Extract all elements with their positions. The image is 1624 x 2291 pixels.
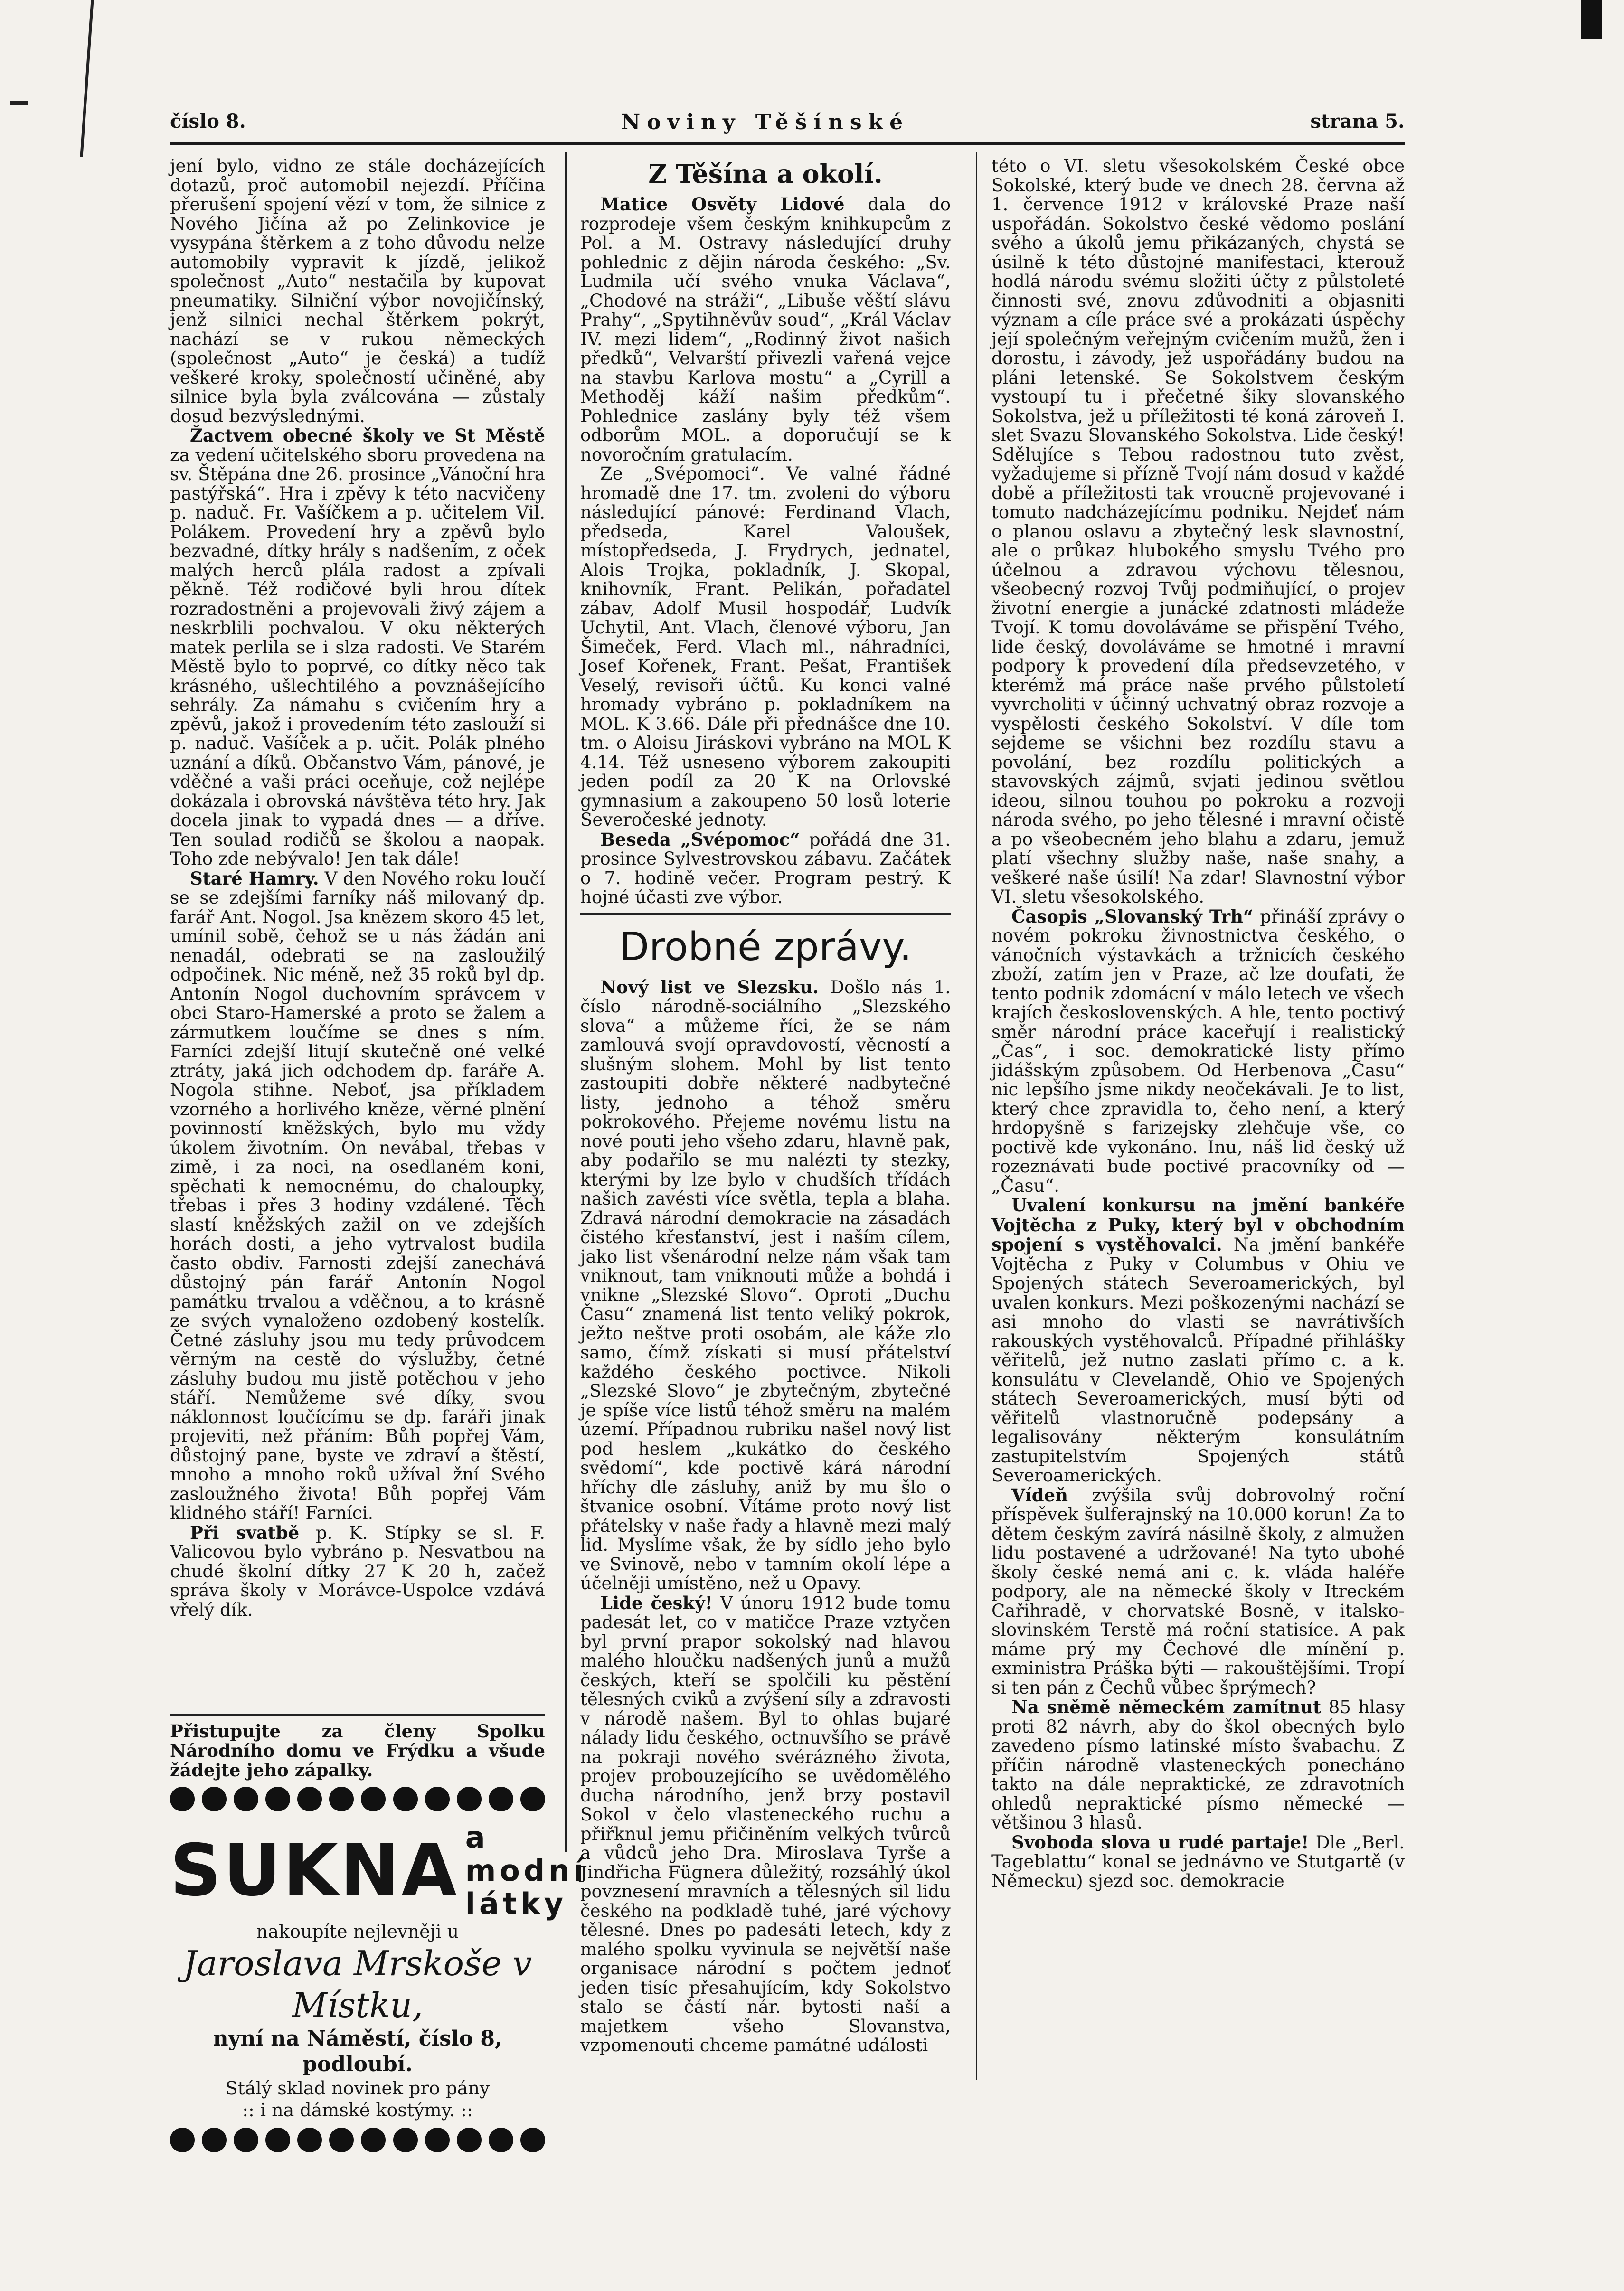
article-lead: Uvalení konkursu na jmění bankéře Vojtěcha z Puky, který byl v obchodním spojení s vystěhovalci. (991, 1195, 1405, 1255)
column-3 (991, 157, 1405, 1891)
article-text: za vedení učitelského sboru provedena na sv. Štěpána dne 26. prosince „Vánoční hra pastýřská“. Hra i zpěvy k této nacvičeny p. naduč. Fr. Vašíčkem a p. učitelem Vil. Polákem. Provedení hry a zpěvů bylo bezvadné, dítky hrály s nadšením, z oček malých herců plála radost a zpívali pěkně. Též rodičové byli hrou dítek rozradostněni a projevovali živý zájem a neskrblili pochvalou. V oku některých matek perlila se i slza radosti. Ve Starém Městě bylo to poprvé, co dítky něco tak krásného, ušlechtilého a povznášejícího sehrály. Za námahu s cvičením hry a zpěvů, jakož i provedením této zaslouží si p. naduč. Vašíček a p. učit. Polák plného uznání a díků. Občanstvo Vám, pánové, je vděčné a vaši práci oceňuje, což nejlépe dokázala i obrovská návštěva této hry. Jak docela jinak to vypadá dnes — a dříve. Ten soulad rodičů se školou a naopak. Toho zde nebývalo! Jen tak dále! (170, 444, 545, 869)
article-lead: Beseda „Svépomoc“ (600, 829, 800, 850)
article-paragraph (580, 830, 951, 907)
article-text: Na jmění bankéře Vojtěcha z Puky v Columbus v Ohiu ve Spojených státech Severoamerických, byl uvalen konkurs. Mezi poškozenými nachází se asi mnoho do vlasti se navrátivších rakouských vystěhovalců. Případné přihlášky věřitelů, jež nutno zaslati přímo c. a k. konsulátu v Clevelandě, Ohio ve Spojených státech Severoamerických, musí býti od věřitelů vlastnoručně podepsány a legalisovány některým konsulátním zastupitelstvím Spojených států Severoamerických. (991, 1235, 1405, 1486)
corner-mark (1581, 0, 1602, 39)
column-1 (170, 157, 545, 1620)
article-paragraph (580, 195, 951, 464)
page-number: strana 5. (1310, 110, 1405, 132)
article-text: p. K. Stípky se sl. F. Valicovou bylo vybráno p. Nesvatbou na chudé školní dítky 27 K 20 h, začež správa školy v Morávce-Uspolce vzdává vřelý dík. (170, 1522, 545, 1620)
ad-address: nyní na Náměstí, číslo 8, podloubí. (213, 2027, 502, 2076)
article-lead: Matice Osvěty Lidové (600, 194, 845, 215)
article-paragraph (580, 978, 951, 1593)
article-text: V den Nového roku loučí se se zdejšími farníky náš milovaný dp. farář Ant. Nogol. Jsa knězem skoro 45 let, umínil sobě, čehož se u nás žádán ani nenadál, odebrati se na zasloužilý odpočinek. Nic méně, než 35 roků byl dp. Antonín Nogol duchovním správcem v obci Staro-Hamerské a proto se žalem a zármutkem loučíme se dnes s ním. Farníci zdejší litují skutečně oné velké ztráty, jaká jich odchodem dp. faráře A. Nogola stihne. Neboť, jsa příkladem vzorného a horlivého kněze, věrné plnění povinností kněžských, bylo mu vždy úkolem životním. On nevábal, třebas v zimě, i za noci, na osedlaném koni, spěchati k nemocnému, do chaloupky, třebas i přes 3 hodiny vzdálené. Těch slastí kněžských zažil on ve zdejších horách dosti, a jeho vytrvalost budila často obdiv. Farnosti zdejší zanechává důstojný pán farář Antonín Nogol památku trvalou a vděčnou, a to krásně ze svých vynaloženo ozdobený kostelík. Četné zásluhy jsou mu tedy průvodcem věrným na cestě do výslužby, četné zásluhy budou mu jistě potěchou v jeho stáří. Nemůžeme své díky, svou náklonnost loučícímu se dp. faráři jinak projeviti, než přáním: Bůh popřej Vám, důstojný pane, byste ve zdraví a štěstí, mnoho a mnoho roků užíval žní Svého zasloužného života! Bůh popřej Vám klidného stáří! Farníci. (170, 868, 545, 1523)
ad-modni-block (459, 1821, 587, 1921)
article-lead: Lide český! (600, 1592, 713, 1613)
article-text: zvýšila svůj dobrovolný roční příspěvek šulferajnský na 10.000 korun! Za to dětem českým zavírá násilně školy, z almužen lidu postavené a udržované! Na tyto ubohé školy české nemá ani c. k. vláda haléře podpory, ale na německé školy v Itreckém Cařihradě, v chorvatské Bosně, v italsko-slovinském Terstě má roční statisíce. A pak máme prý my Čechové dle mínění p. exministra Práška býti — rakouštějšími. Tropí si ten pán z Čechů vůbec šprýmech? (991, 1485, 1405, 1698)
article-paragraph (991, 1486, 1405, 1698)
ad-intro: Přistupujte za členy Spolku Národního domu ve Frýdku a všude žádejte jeho zápalky. (170, 1721, 545, 1781)
article-lead: Nový list ve Slezsku. (600, 976, 819, 998)
ornament-border-top (170, 1787, 545, 1814)
article-text: V únoru 1912 bude tomu padesát let, co v matičce Praze vztyčen byl první prapor sokolský nad hlavou malého hloučku nadšených junů a mužů českých, kteří se spolčili ku pěstění tělesných cviků a zvýšení síly a zdravosti v národě našem. Byl to ohlas bujaré nálady lidu českého, octnuvšího se právě na pokraji nového svérázného života, projev probouzejícího se uvědomělého ducha národního, jenž brzy postavil Sokol v čelo vlasteneckého ruchu a přiřknul jemu přičiněním velkých tvůrců a vůdců jeho Dra. Miroslava Tyrše a Jindřicha Fügnera důležitý, rozsáhlý úkol povznesení mravních a tělesných sil lidu českého na podkladě tuhé, jaré výchovy tělesné. Dnes po padesáti letech, kdy z malého spolku vyvinula se největší naše organisace národní s počtem jednoť jeden tisíc přesahujícím, kdy Sokolstvo stalo se částí nár. bytosti naší a majetkem všeho Slovanstva, vzpomenouti chceme památné události (580, 1593, 951, 2055)
article-paragraph (170, 426, 545, 869)
section-title: Z Těšína a okolí. (648, 159, 883, 189)
article-paragraph (991, 907, 1405, 1196)
issue-number: číslo 8. (170, 110, 246, 132)
article-paragraph (991, 1196, 1405, 1486)
article-text: Dle „Berl. Tageblattu“ konal se jednávno ve Stutgartě (v Německu) sjezd soc. demokracie (991, 1832, 1405, 1891)
article-lead: Svoboda slova u rudé partaje! (1011, 1831, 1309, 1853)
article-text: pořádá dne 31. prosince Sylvestrovskou zábavu. Začátek o 7. hodině večer. Program pestrý. K hojné účasti zve výbor. (580, 829, 951, 907)
ad-latky: látky (465, 1886, 567, 1921)
article-lead: Staré Hamry. (190, 867, 319, 889)
header-rule (170, 142, 1405, 145)
article-paragraph (991, 1833, 1405, 1891)
article-paragraph (991, 1697, 1405, 1833)
article-paragraph (170, 869, 545, 1523)
article-text: dala do rozprodeje všem českým knihkupcům z Pol. a M. Ostravy následující druhy pohlednic z dějin národa českého: „Sv. Ludmila učí svého vnuka Václava“, „Chodové na stráži“, „Libuše věští slávu Prahy“, „Spytihněvův soud“, „Král Václav IV. mezi lidem“, „Rodinný život našich předků“, Velvarští přivezli vařená vejce na stavbu Karlova mostu“ a „Cyrill a Methoděj káží našim předkům“. Pohlednice zaslány byly též všem odborům MOL. a doporučují se k novoročním gratulacím. (580, 194, 951, 465)
article-paragraph: jení bylo, vidno ze stále docházejících dotazů, proč automobil nejezdí. Příčina přerušení spojení vězí v tom, že silnice z Nového Jičína až po Zelinkovice je vysypána štěrkem a z toho důvodu nelze automobily vypravit k jízdě, jelikož společnost „Auto“ nestačila by kupovat pneumatiky. Silniční výbor novojičínský, jenž silnici nechal štěrkem pokrýt, nachází se v rukou německých (společnost „Auto“ je česká) a tudíž veškeré kroky, společností učiněné, aby silnice byla byla zválcována — zůstaly dosud bezvýslednými. (170, 156, 545, 426)
article-lead: Časopis „Slovanský Trh“ (1011, 905, 1254, 927)
section-title: Drobné zprávy. (619, 924, 912, 970)
ad-sukna: SUKNA (170, 1829, 459, 1912)
ad-modni: a modní (465, 1820, 587, 1888)
article-text: 85 hlasy proti 82 návrh, aby do škol obecných bylo zavedeno písmo latinské místo švabachu. Z příčin národně vlasteneckých ponecháno takto na dále nepraktické, ze zdravotních ohledů nepraktické písmo německé — většinou 3 hlasů. (991, 1697, 1405, 1833)
ornament-border-bottom (170, 2128, 545, 2155)
article-text: přináší zprávy o novém pokroku živnostnictva českého, o vánočních výstavkách a tržnicích českého zboží, zatím jen v Praze, ač lze doufati, že tento podnik zdomácní v málo letech ve všech krajích československých. A hle, tento poctivý směr národní práce kaceřují i realistický „Čas“, i soc. demokratické listy přímo jidášským způsobem. Od Herbenova „Času“ nic lepšího jsme nikdy neočekávali. Je to list, který chce zpravidla to, čeho není, a který hrdopyšně s farizejsky zlehčuje vše, co poctivě kde vykonáno. Inu, náš lid český už rozeznávati bude poctivé pracovníky od — „Času“. (991, 906, 1405, 1196)
ad-line: :: i na dámské kostýmy. :: (242, 2100, 473, 2121)
masthead: Noviny Těšínské (621, 110, 910, 134)
section-divider (580, 913, 951, 915)
margin-mark (80, 0, 94, 157)
page-header (170, 110, 1405, 139)
column-rule-1 (565, 152, 567, 1852)
side-mark (10, 101, 28, 105)
article-lead: Žactvem obecné školy ve St Městě (190, 425, 545, 446)
advertisement (170, 1708, 587, 2121)
article-paragraph (170, 1523, 545, 1620)
ad-merchant-name: Jaroslava Mrskoše v Místku, (183, 1943, 532, 2025)
ad-line: Stálý sklad novinek pro pány (225, 2078, 490, 2099)
ad-line: nakoupíte nejlevněji u (256, 1921, 459, 1942)
article-lead: Na sněmě německém zamítnut (1011, 1697, 1322, 1717)
ad-headline (170, 1820, 587, 1921)
article-paragraph (580, 1593, 951, 2055)
article-paragraph: této o VI. sletu všesokolském České obce Sokolské, který bude ve dnech 28. června až 1. července 1912 v královské Praze naší uspořádán. Sokolstvo české vědomo poslání svého a úkolů jemu přikázaných, chystá se úsilně k této důstojné manifestaci, kterouž hodlá národu svému složiti účty z půlstoleté činnosti své, znovu zdůvodniti a objasniti význam a cíle práce své a prokázati úspěchy její společným veřejným cvičením mužů, žen i dorostu, i závody, jež uspořádány budou na pláni letenské. Se Sokolstvem českým vystoupí tu i přečetné šiky slovanského Sokolstva, jež u příležitosti té koná zároveň I. slet Svazu Slovanského Sokolstva. Lide český! Sdělujíce s Tebou radostnou tuto zvěst, vyžadujeme si přízně Tvojí nám dosud v každé době a příležitosti tak vroucně projevované i tomuto nadcházejícímu podniku. Nejdeť nám o planou oslavu a zbytečný lesk slavnostní, ale o průkaz hlubokého smyslu Tvého pro účelnou a zdravou výchovu tělesnou, všeobecný rozvoj Tvůj podmiňující, o projev životní energie a junácké zdatnosti mládeže Tvojí. K tomu dovoláváme se přispění Tvého, lide český, dovoláváme se hmotné i mravní podpory k provedení díla předsevzetého, v kterémž má práce naše prvého půlstoletí vyvrcholiti v účinný uchvatný obraz rozvoje a vyspělosti českého Sokolství. V díle tom sejdeme se všichni bez rozdílu stavu a povolání, bez rozdílu politických a stavovských zájmů, svjati jedinou světlou ideou, silnou touhou po pokroku a rozvoji národa svého, po jeho tělesné i mravní očistě a po všeobecném jeho blahu a zdaru, jemuž platí všechny služby naše, naše snahy, a veškeré naše úsilí! Na zdar! Slavnostní výbor VI. sletu všesokolského. (991, 156, 1405, 907)
column-rule-2 (976, 152, 977, 2080)
column-2 (580, 157, 951, 2055)
article-lead: Vídeň (1011, 1484, 1068, 1506)
article-lead: Při svatbě (190, 1522, 300, 1543)
article-text: Došlo nás 1. číslo národně-sociálního „Slezského slova“ a můžeme říci, že se nám zamlouvá svojí opravdovostí, věcností a slušným slohem. Mohl by list tento zastoupiti dobře některé nadbytečné listy, jednoho a téhož směru pokrokového. Přejeme novému listu na nové pouti jeho všeho zdaru, hlavně pak, aby podařilo se mu nalézti ty stezky, kterými by lze bylo v chudších třídách našich zavésti více světla, tepla a blaha. Zdravá národní demokracie na zásadách čistého křesťanství, jest i naším cílem, jako list všenárodní nelze nám však tam vniknout, tam vniknouti může a bohdá i vnikne „Slezské Slovo“. Oproti „Duchu Času“ znamená list tento veliký pokrok, ježto neštve proti osobám, ale káže zlo samo, čímž získati si musí přátelství každého českého poctivce. Nikoli „Slezské Slovo“ je zbytečným, zbytečné je spíše více listů téhož směru na malém území. Případnou rubriku našel nový list pod heslem „kukátko do českého svědomí“, kde poctivě kárá národní hříchy dle zásluhy, aniž by mu šlo o štvanice osobní. Vítáme proto nový list přátelsky v naše řady a hlavně mezi malý lid. Myslíme však, že by sídlo jeho bylo ve Svinově, nebo v tamním okolí lépe a účelněji umístěno, než u Opavy. (580, 977, 951, 1593)
ad-divider (170, 1714, 545, 1716)
article-paragraph: Ze „Svépomoci“. Ve valné řádné hromadě dne 17. tm. zvoleni do výboru následující pánové: Ferdinand Vlach, předseda, Karel Valoušek, místopředseda, J. Frydrych, jednatel, Alois Trojka, pokladník, J. Skopal, knihovník, Frant. Pelikán, pořadatel zábav, Adolf Musil hospodář, Ludvík Uchytil, Ant. Vlach, členové výboru, Jan Šimeček, Ferd. Vlach ml., náhradníci, Josef Kořenek, Frant. Pešat, František Veselý, revisoři účtů. Ku konci valné hromady vybráno p. pokladníkem na MOL. K 3.66. Dále při přednášce dne 10. tm. o Aloisu Jiráskovi vybráno na MOL K 4.14. Též usneseno výborem zakoupiti jeden podíl za 20 K na Orlovské gymnasium a zakoupeno 50 losů loterie Severočeské jednoty. (580, 463, 951, 830)
